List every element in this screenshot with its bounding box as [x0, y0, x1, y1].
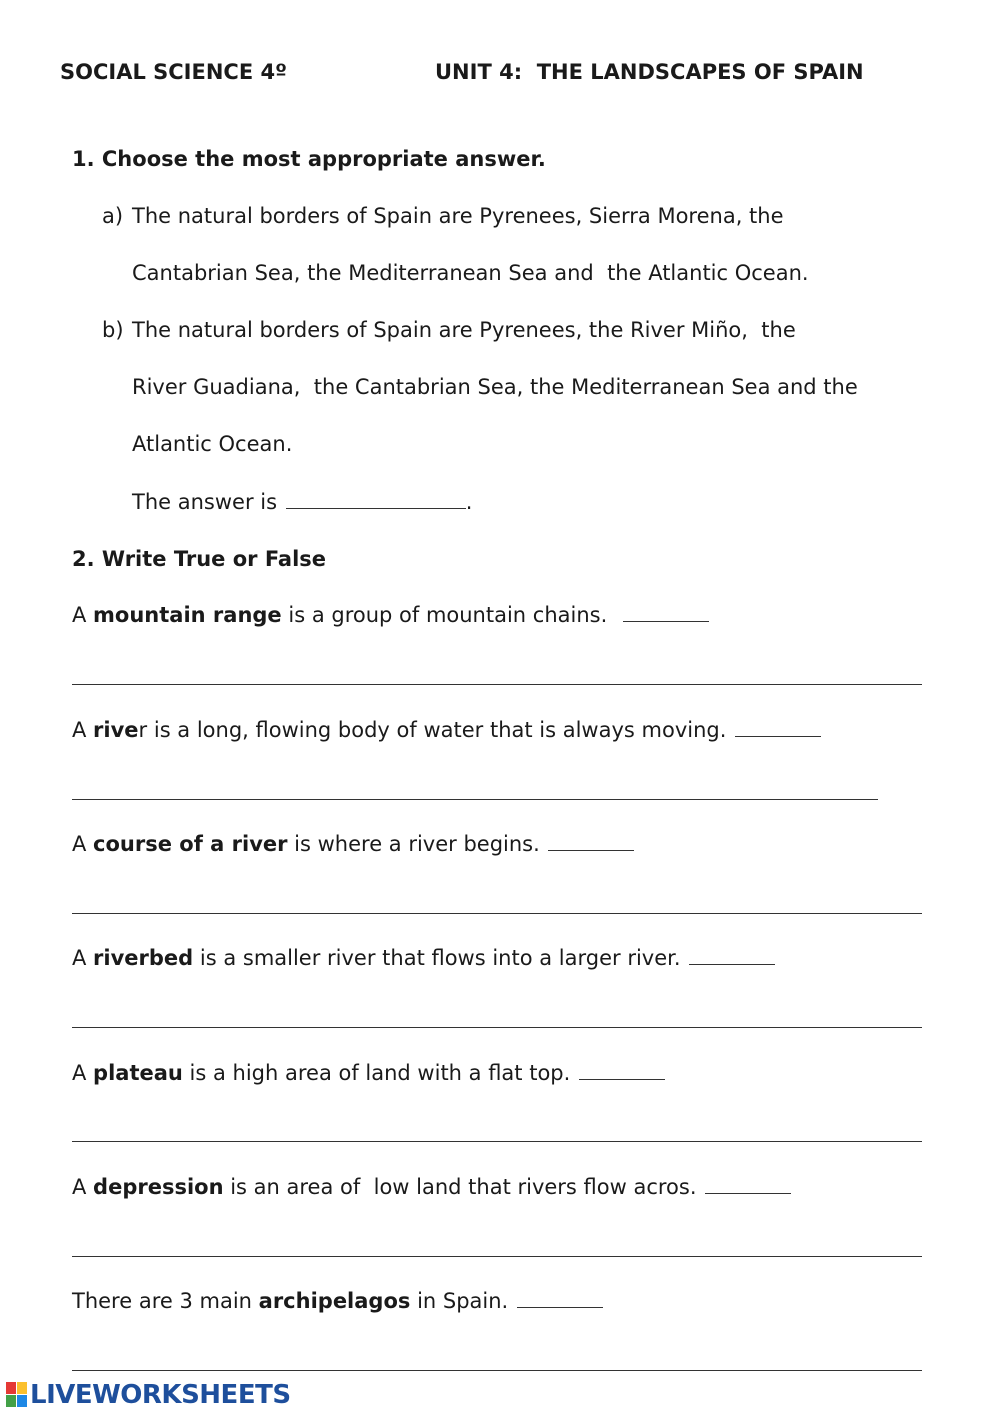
statement-river: [72, 718, 821, 742]
option-b-marker: b): [102, 318, 124, 342]
statement-text: is a group of mountain chains.: [281, 603, 621, 627]
statement-term: archipelagos: [258, 1289, 411, 1313]
statement-term: course of a river: [93, 832, 288, 856]
true-false-blank[interactable]: [735, 736, 821, 737]
statement-mountain-range: [72, 603, 709, 627]
statement-archipelagos: [72, 1289, 603, 1313]
question-2-title: 2. Write True or False: [72, 547, 327, 571]
statement-course-of-river: [72, 832, 634, 856]
answer-rule[interactable]: [72, 1141, 922, 1142]
statement-text: There are 3 main: [72, 1289, 259, 1313]
answer-rule[interactable]: [72, 1370, 922, 1371]
statement-text: is a smaller river that flows into a larger river.: [193, 946, 688, 970]
option-a-line-1: The natural borders of Spain are Pyrenees, Sierra Morena, the: [132, 204, 784, 228]
statement-text: A: [72, 832, 94, 856]
statement-term: rive: [93, 718, 139, 742]
statement-text: r is a long, flowing body of water that is always moving.: [138, 718, 734, 742]
statement-text: is an area of low land that rivers flow acros.: [223, 1175, 704, 1199]
answer-blank[interactable]: [286, 508, 466, 509]
liveworksheets-logo: [6, 1380, 291, 1410]
answer-rule[interactable]: [72, 913, 922, 914]
answer-rule[interactable]: [72, 1027, 922, 1028]
option-b-line-2: River Guadiana, the Cantabrian Sea, the Mediterranean Sea and the: [132, 375, 858, 399]
true-false-blank[interactable]: [623, 621, 709, 622]
option-a-marker: a): [102, 204, 124, 228]
option-b-line-1: The natural borders of Spain are Pyrenees, the River Miño, the: [132, 318, 796, 342]
statement-term: riverbed: [93, 946, 194, 970]
statement-term: depression: [93, 1175, 224, 1199]
statement-text: in Spain.: [410, 1289, 515, 1313]
answer-suffix: .: [465, 490, 473, 514]
answer-prefix: The answer is: [132, 490, 284, 514]
true-false-blank[interactable]: [579, 1079, 665, 1080]
logo-text: LIVEWORKSHEETS: [30, 1380, 291, 1410]
statement-text: A: [72, 718, 94, 742]
logo-mark-icon: [6, 1382, 28, 1408]
subject-title: SOCIAL SCIENCE 4º: [60, 60, 287, 84]
option-b-line-3: Atlantic Ocean.: [132, 432, 293, 456]
option-a-line-2: Cantabrian Sea, the Mediterranean Sea and the Atlantic Ocean.: [132, 261, 809, 285]
statement-text: is a high area of land with a flat top.: [182, 1061, 577, 1085]
statement-plateau: [72, 1061, 665, 1085]
true-false-blank[interactable]: [548, 850, 634, 851]
statement-depression: [72, 1175, 791, 1199]
statement-text: A: [72, 603, 94, 627]
true-false-blank[interactable]: [689, 964, 775, 965]
statement-text: is where a river begins.: [287, 832, 547, 856]
unit-title: UNIT 4: THE LANDSCAPES OF SPAIN: [435, 60, 864, 84]
statement-text: A: [72, 1061, 94, 1085]
answer-rule[interactable]: [72, 799, 878, 800]
statement-term: mountain range: [93, 603, 282, 627]
statement-riverbed: [72, 946, 775, 970]
question-1-title: 1. Choose the most appropriate answer.: [72, 147, 546, 171]
statement-text: A: [72, 946, 94, 970]
answer-line: [132, 490, 472, 514]
answer-rule[interactable]: [72, 684, 922, 685]
true-false-blank[interactable]: [705, 1193, 791, 1194]
statement-term: plateau: [93, 1061, 183, 1085]
statement-text: A: [72, 1175, 94, 1199]
answer-rule[interactable]: [72, 1256, 922, 1257]
true-false-blank[interactable]: [517, 1307, 603, 1308]
